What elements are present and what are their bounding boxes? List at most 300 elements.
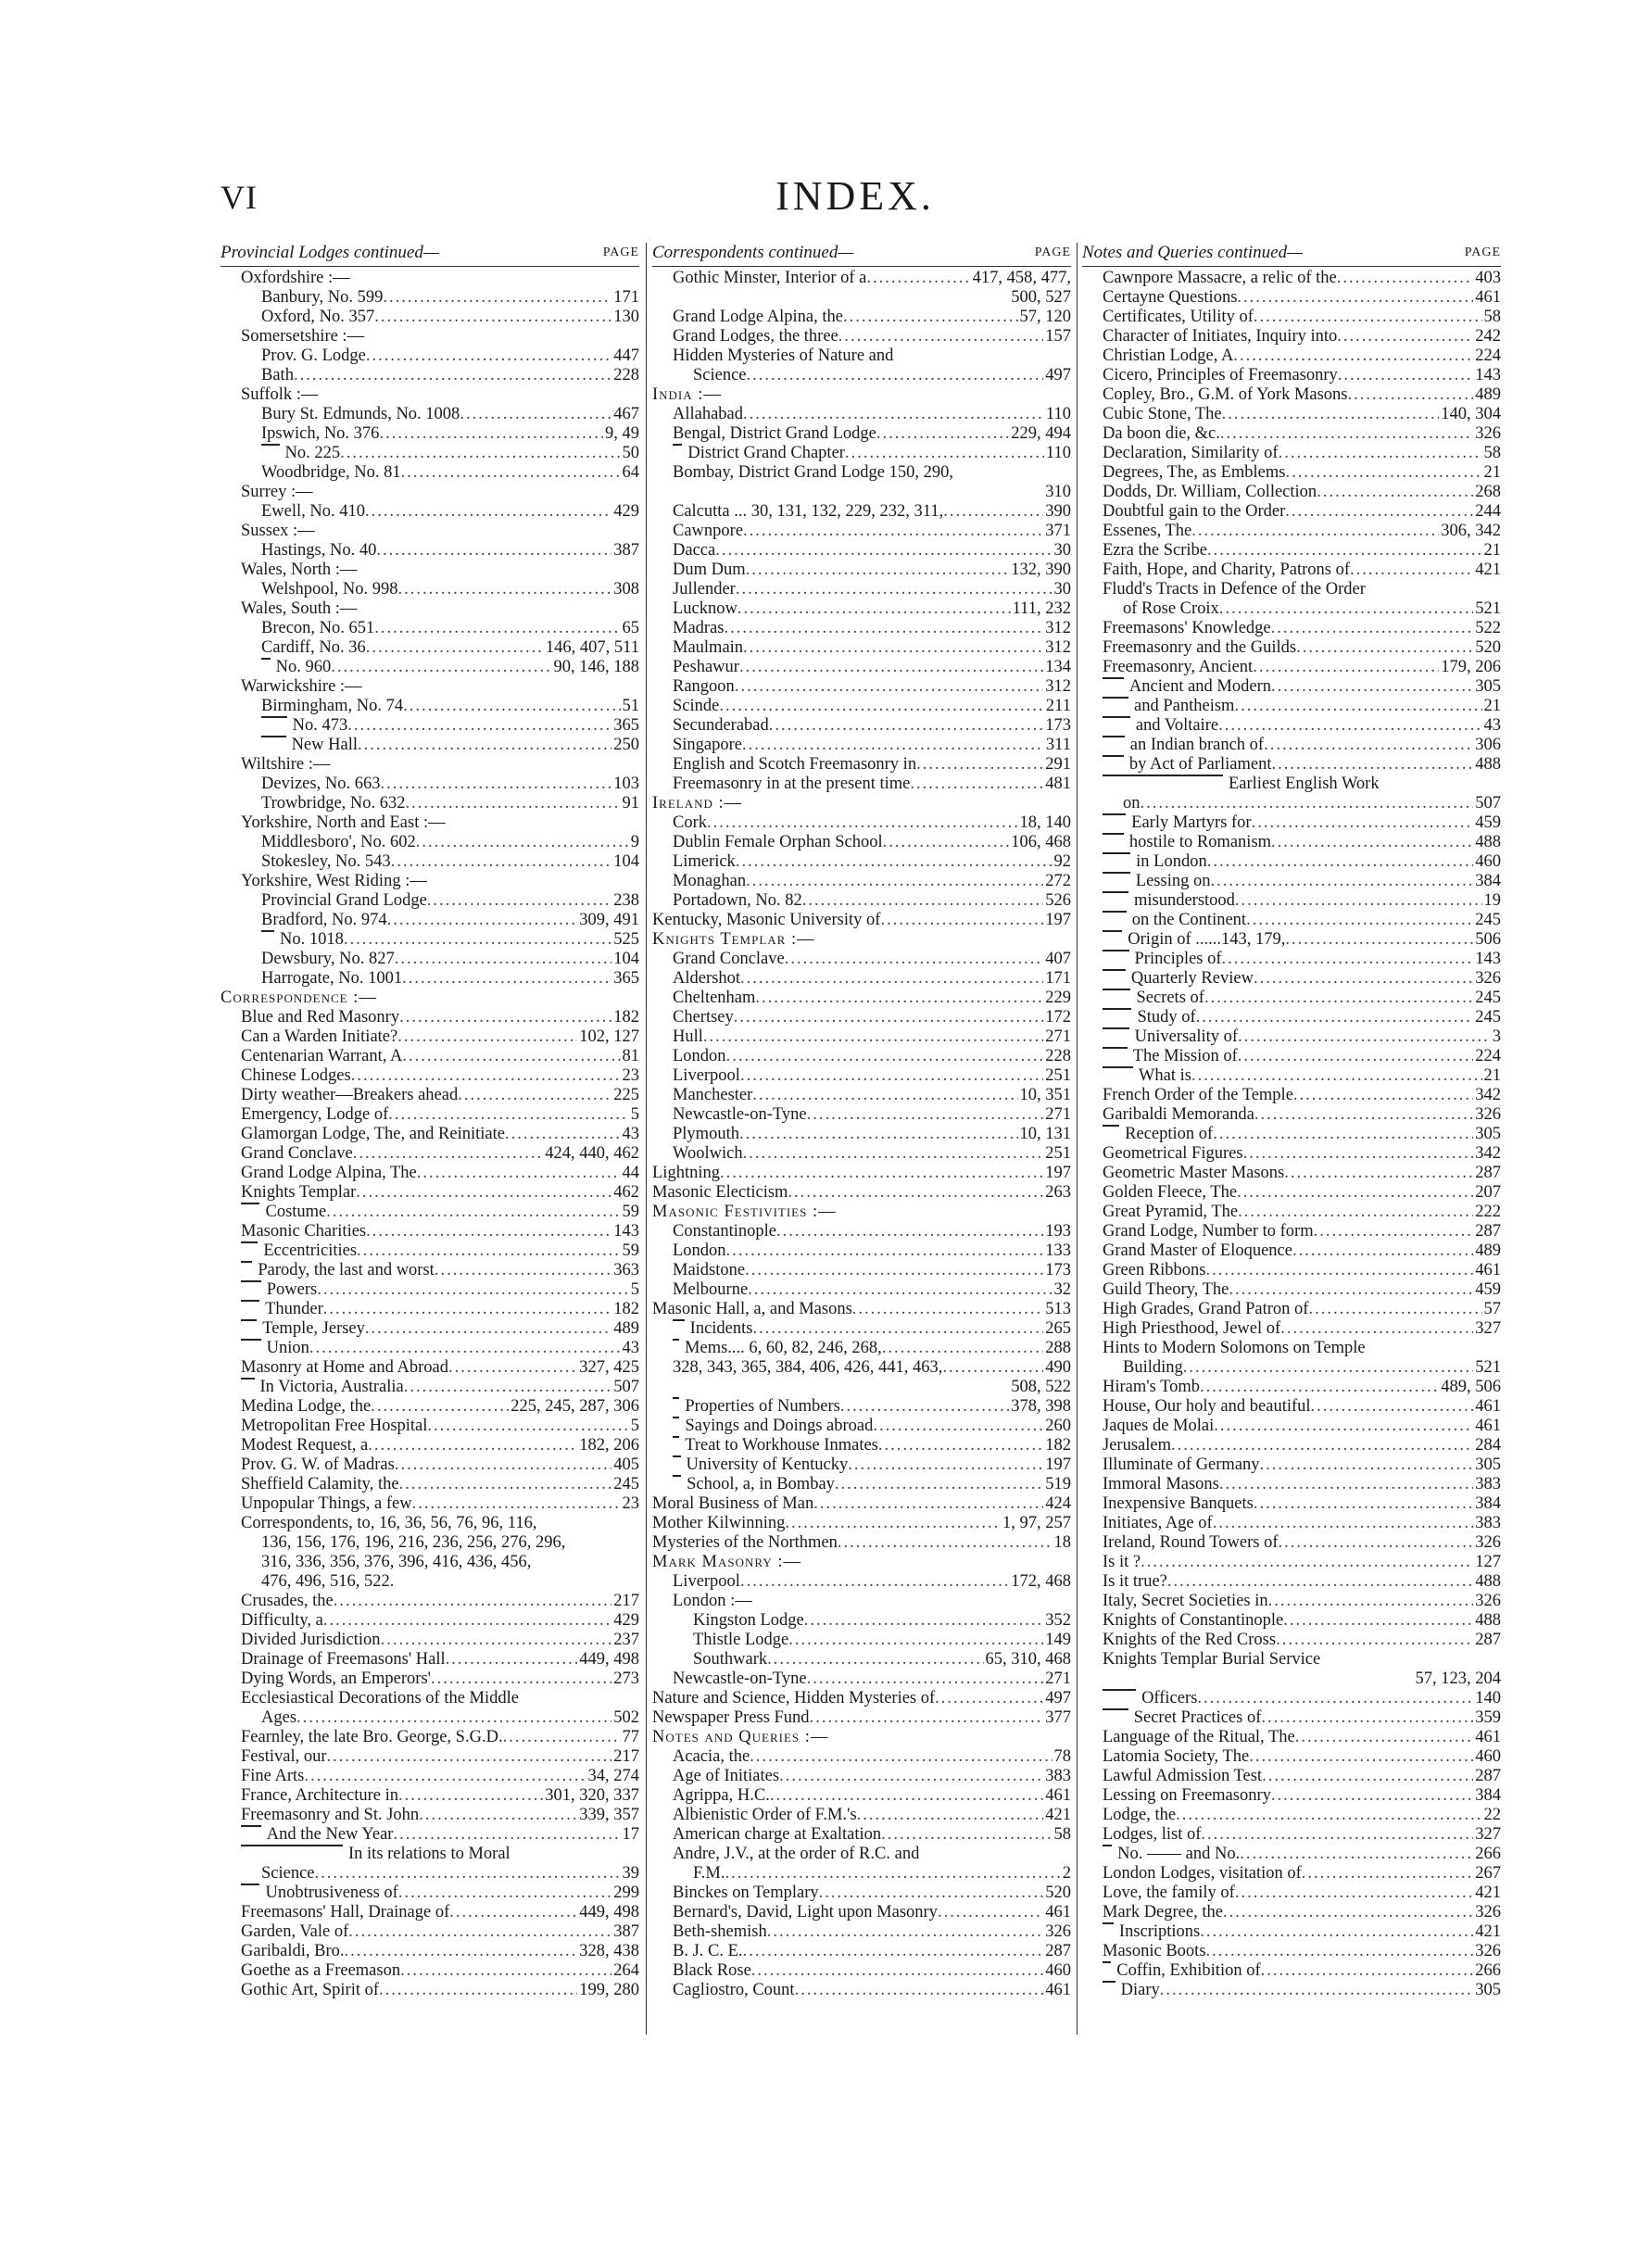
entry-pages: 21	[1483, 462, 1501, 482]
dot-leader	[449, 1903, 577, 1922]
index-entry	[652, 1203, 1071, 1222]
index-entry	[221, 813, 639, 833]
dot-leader	[1262, 1767, 1473, 1786]
index-entry	[652, 541, 1071, 561]
dot-leader	[1210, 872, 1473, 891]
entry-title: and Pantheism	[1134, 696, 1235, 715]
entry-title: Dirty weather—Breakers ahead	[241, 1085, 459, 1104]
entry-title: Garibaldi Memoranda	[1103, 1104, 1254, 1124]
dot-leader	[740, 1066, 1043, 1086]
entry-title: Ireland :—	[652, 793, 743, 813]
entry-title: Mems.... 6, 60, 82, 246, 268,	[685, 1338, 882, 1357]
dot-leader	[1238, 1203, 1473, 1222]
entry-title: Secrets of	[1136, 988, 1204, 1007]
index-entry	[221, 1241, 639, 1261]
index-entry	[652, 385, 1071, 405]
entry-title: Italy, Secret Societies in	[1103, 1591, 1268, 1610]
index-entry	[221, 1125, 639, 1144]
index-entry	[221, 1514, 639, 1533]
dot-leader	[1261, 1961, 1474, 1981]
index-entry	[652, 813, 1071, 833]
entry-pages: 365	[613, 715, 639, 735]
entry-title: American charge at Exaltation	[673, 1824, 882, 1844]
entry-pages: 103	[613, 774, 639, 793]
ditto-dash	[1103, 1708, 1128, 1710]
entry-title: Newcastle-on-Tyne	[673, 1669, 807, 1688]
page-number: VI	[221, 179, 258, 216]
dot-leader	[1285, 502, 1473, 522]
entry-title: Plymouth	[673, 1124, 739, 1143]
dot-leader	[296, 1708, 611, 1728]
index-entry	[652, 308, 1071, 327]
index-entry	[221, 969, 639, 989]
entry-title: Union	[266, 1338, 309, 1357]
entry-title: Can a Warden Initiate?	[241, 1027, 398, 1046]
entry-pages: 326	[1475, 1532, 1501, 1552]
entry-title: Birmingham, No. 74	[261, 696, 404, 715]
entry-title: Mark Degree, the	[1103, 1902, 1223, 1922]
entry-title: Welshpool, No. 998	[261, 579, 398, 598]
ditto-dash	[1103, 950, 1129, 951]
index-entry	[221, 561, 639, 580]
entry-title: Grand Master of Eloquence	[1103, 1241, 1292, 1260]
index-entry	[1082, 1125, 1501, 1144]
entry-pages: 287	[1045, 1941, 1071, 1960]
dot-leader	[1279, 1533, 1474, 1553]
entry-title: Yorkshire, North and East :—	[241, 813, 446, 832]
ditto-dash	[1103, 1981, 1116, 1983]
dot-leader	[347, 716, 611, 736]
entry-title: Hull	[673, 1027, 703, 1046]
index-entry	[221, 599, 639, 619]
entry-title: Green Ribbons	[1103, 1260, 1206, 1279]
entry-title: Parody, the last and worst	[258, 1260, 435, 1279]
dot-leader	[747, 366, 1044, 385]
entry-pages: 18	[1053, 1532, 1071, 1552]
entry-pages: 326	[1475, 968, 1501, 988]
index-entry	[1082, 638, 1501, 658]
index-entry	[652, 444, 1071, 463]
entry-pages: 460	[1475, 1746, 1501, 1766]
dot-leader	[1296, 638, 1473, 658]
ditto-dash	[241, 1203, 259, 1204]
entry-title: Unobtrusiveness of	[265, 1883, 398, 1902]
entry-pages: 339, 357	[579, 1805, 639, 1824]
entry-title: Limerick	[673, 851, 736, 871]
entry-title: Immoral Masons	[1103, 1474, 1219, 1493]
index-entry	[1082, 1436, 1501, 1455]
index-entry	[1082, 794, 1501, 813]
entry-title: Rangoon	[673, 676, 735, 696]
entry-title: Agrippa, H.C.	[673, 1785, 770, 1805]
index-entry	[652, 1786, 1071, 1806]
dot-leader	[416, 833, 629, 852]
dot-leader	[1207, 852, 1474, 872]
dot-leader	[1197, 1689, 1473, 1708]
ditto-dash	[1103, 1125, 1119, 1127]
dot-leader	[1254, 969, 1473, 989]
index-entry	[221, 697, 639, 716]
entry-pages: 5	[630, 1416, 639, 1435]
index-entry	[1082, 1864, 1501, 1884]
entry-title: University of Kentucky	[686, 1455, 849, 1474]
entry-pages: 461	[1475, 1416, 1501, 1435]
entry-pages: 58	[1483, 443, 1501, 462]
entry-title: Suffolk :—	[241, 384, 319, 404]
dot-leader	[388, 1105, 629, 1125]
index-entry	[652, 424, 1071, 444]
index-entry	[221, 1105, 639, 1125]
dot-leader	[1264, 736, 1473, 755]
index-entry	[1082, 1164, 1501, 1183]
entry-title: Chertsey	[673, 1007, 734, 1027]
dot-leader	[379, 1981, 577, 2000]
dot-leader	[883, 833, 1010, 852]
entry-title: Maulmain	[673, 637, 744, 657]
dot-leader	[1249, 1747, 1473, 1767]
index-entry	[652, 736, 1071, 755]
entry-pages: 271	[1045, 1027, 1071, 1046]
entry-title: Wiltshire :—	[241, 754, 331, 774]
entry-pages: 519	[1045, 1474, 1071, 1493]
entry-pages: 1, 97, 257	[1002, 1513, 1071, 1532]
entry-title: Is it true?	[1103, 1571, 1167, 1591]
entry-pages: 182	[1045, 1435, 1071, 1455]
index-entry	[221, 736, 639, 755]
dot-leader	[1206, 1942, 1474, 1961]
entry-title: Love, the family of	[1103, 1883, 1235, 1902]
ditto-dash	[1103, 872, 1130, 874]
index-entry	[1082, 1319, 1501, 1339]
dot-leader	[916, 755, 1043, 775]
entry-title: Cheltenham	[673, 988, 756, 1007]
entry-title: No. —— and No.	[1117, 1844, 1241, 1863]
entry-pages: 224	[1475, 1046, 1501, 1065]
entry-title: Essenes, The	[1103, 521, 1192, 540]
dot-leader	[1191, 1066, 1482, 1086]
entry-pages: 22	[1483, 1805, 1501, 1824]
entry-pages: 10, 351	[1019, 1085, 1071, 1104]
entry-title: Study of	[1137, 1007, 1196, 1027]
entry-title: High Grades, Grand Patron of	[1103, 1299, 1309, 1318]
dot-leader	[365, 502, 611, 522]
index-entry	[1082, 1903, 1501, 1922]
entry-title: The Mission of	[1132, 1046, 1238, 1065]
entry-title: Hints to Modern Solomons on Temple	[1103, 1338, 1366, 1357]
dot-leader	[358, 736, 611, 755]
dot-leader	[703, 1027, 1043, 1047]
dot-leader	[1317, 483, 1473, 502]
entry-pages: 171	[1045, 968, 1071, 988]
ditto-dash	[1103, 736, 1125, 737]
entry-pages: 449, 498	[579, 1902, 639, 1922]
index-entry	[1082, 1611, 1501, 1631]
entry-title: Eccentricities	[263, 1241, 358, 1260]
dot-leader	[1204, 989, 1473, 1008]
index-entry-continuation: 508, 522	[1011, 1377, 1071, 1396]
entry-pages: 272	[1045, 871, 1071, 890]
entry-title: Calcutta ... 30, 131, 132, 229, 232, 311,	[673, 501, 944, 521]
dot-leader	[505, 1125, 621, 1144]
entry-title: In Victoria, Australia	[259, 1377, 404, 1396]
entry-pages: 488	[1475, 832, 1501, 851]
ditto-dash	[241, 1378, 255, 1380]
dot-leader	[1253, 658, 1439, 677]
dot-leader	[1271, 755, 1473, 775]
entry-title: Grand Conclave	[673, 949, 785, 968]
index-entry	[221, 405, 639, 424]
index-entry	[652, 580, 1071, 599]
dot-leader	[1222, 950, 1474, 969]
dot-leader	[1293, 1086, 1473, 1105]
index-entry	[1082, 1047, 1501, 1066]
entry-title: Temple, Jersey	[262, 1318, 365, 1338]
index-entry	[1082, 1961, 1501, 1981]
entry-title: Early Martyrs for	[1131, 813, 1252, 832]
index-entry	[1082, 1592, 1501, 1611]
dot-leader	[315, 1864, 621, 1884]
index-entry	[221, 1417, 639, 1436]
entry-title: and Voltaire	[1135, 715, 1219, 735]
index-entry	[652, 1611, 1071, 1631]
index-entry	[652, 911, 1071, 930]
index-entry	[652, 1300, 1071, 1319]
dot-leader	[380, 775, 611, 794]
entry-pages: 306, 342	[1441, 521, 1501, 540]
entry-title: Copley, Bro., G.M. of York Masons	[1103, 384, 1348, 404]
entry-title: Jullender	[673, 579, 736, 598]
entry-pages: 271	[1045, 1104, 1071, 1124]
entry-title: Powers	[266, 1279, 318, 1299]
ditto-dash	[1103, 677, 1124, 679]
dot-leader	[383, 288, 611, 308]
index-entry	[221, 833, 639, 852]
entry-title: 316, 336, 356, 376, 396, 416, 436, 456,	[261, 1552, 532, 1571]
entry-title: Illuminate of Germany	[1103, 1455, 1260, 1474]
index-entry	[221, 891, 639, 911]
index-entry	[1082, 1533, 1501, 1553]
entry-pages: 429	[613, 1610, 639, 1630]
entry-pages: 228	[613, 365, 639, 384]
index-entry	[221, 424, 639, 444]
entry-pages: 312	[1045, 676, 1071, 696]
dot-leader	[381, 1631, 612, 1650]
entry-pages: 449, 498	[579, 1649, 639, 1669]
dot-leader	[707, 813, 1018, 833]
dot-leader	[739, 658, 1043, 677]
entry-title: Harrogate, No. 1001	[261, 968, 403, 988]
index-entry	[221, 1689, 639, 1708]
entry-title: Singapore	[673, 735, 743, 754]
index-entry	[221, 1027, 639, 1047]
index-entry	[1082, 911, 1501, 930]
entry-title: Secunderabad	[673, 715, 769, 735]
entry-pages: 182, 206	[579, 1435, 639, 1455]
entry-title: Liverpool	[673, 1571, 740, 1591]
dot-leader	[376, 541, 611, 561]
entry-pages: 305	[1475, 1455, 1501, 1474]
dot-leader	[399, 1008, 611, 1027]
dot-leader	[353, 1144, 544, 1164]
index-entry	[221, 1728, 639, 1747]
entry-pages: 143	[1475, 365, 1501, 384]
index-entry	[221, 1008, 639, 1027]
dot-leader	[726, 1047, 1044, 1066]
entry-title: Bath	[261, 365, 294, 384]
entry-title: London :—	[673, 1591, 752, 1610]
index-entry	[1082, 833, 1501, 852]
entry-title: No. 1018	[280, 929, 344, 949]
entry-title: Latomia Society, The	[1103, 1746, 1250, 1766]
index-entry	[221, 1611, 639, 1631]
entry-pages: 21	[1483, 540, 1501, 560]
entry-title: Age of Initiates	[673, 1766, 780, 1785]
entry-title: Masonic Hall, a, and Masons	[652, 1299, 852, 1318]
dot-leader	[1280, 1319, 1473, 1339]
index-entry	[221, 483, 639, 502]
index-entry	[1082, 950, 1501, 969]
index-entry	[652, 1631, 1071, 1650]
entry-pages: 171	[613, 287, 639, 307]
entry-pages: 242	[1475, 326, 1501, 346]
entry-title: Kingston Lodge	[693, 1610, 804, 1630]
index-entry	[652, 1553, 1071, 1572]
index-entry	[221, 269, 639, 288]
index-entry	[1082, 677, 1501, 697]
index-entry	[652, 930, 1071, 950]
entry-pages: 342	[1475, 1143, 1501, 1163]
entry-pages: 43	[1483, 715, 1501, 735]
dot-leader	[739, 1125, 1018, 1144]
entry-title: misunderstood	[1133, 890, 1235, 910]
dot-leader	[334, 1592, 612, 1611]
entry-pages: 287	[1475, 1163, 1501, 1182]
dot-leader	[402, 1047, 620, 1066]
entry-pages: 326	[1475, 1902, 1501, 1922]
entry-title: Science	[693, 365, 747, 384]
entry-pages: 462	[613, 1182, 639, 1202]
dot-leader	[398, 1884, 611, 1903]
ditto-dash	[241, 1319, 257, 1321]
dot-leader	[331, 658, 551, 677]
entry-pages: 146, 407, 511	[545, 637, 639, 657]
entry-list	[221, 269, 639, 2000]
index-entry	[652, 755, 1071, 775]
index-entry	[221, 1436, 639, 1455]
entry-title: Origin of ......143, 179,	[1128, 929, 1286, 949]
index-entry	[652, 1592, 1071, 1611]
entry-pages: 327	[1475, 1824, 1501, 1844]
entry-pages: 110	[1045, 404, 1071, 423]
entry-title: 328, 343, 365, 384, 406, 426, 441, 463,	[673, 1357, 943, 1377]
entry-pages: 417, 458, 477,	[972, 268, 1071, 287]
dot-leader	[779, 1767, 1043, 1786]
entry-title: by Act of Parliament	[1128, 754, 1272, 774]
entry-pages: 306	[1475, 735, 1501, 754]
entry-pages: 143	[613, 1221, 639, 1241]
index-entry	[221, 950, 639, 969]
dot-leader	[767, 1922, 1044, 1942]
dot-leader	[340, 444, 620, 463]
entry-pages: 342	[1475, 1085, 1501, 1104]
index-entry	[652, 775, 1071, 794]
entry-pages: 489	[613, 1318, 639, 1338]
dot-leader	[1254, 308, 1482, 327]
dot-leader	[807, 1105, 1044, 1125]
entry-title: Goethe as a Freemason	[241, 1960, 401, 1980]
ditto-dash	[1103, 969, 1126, 971]
index-entry	[221, 658, 639, 677]
index-entry	[1082, 269, 1501, 288]
entry-pages: 50	[622, 443, 639, 462]
index-entry	[652, 1086, 1071, 1105]
dot-leader	[843, 308, 1018, 327]
index-entry	[1082, 1203, 1501, 1222]
entry-title: Devizes, No. 663	[261, 774, 381, 793]
entry-title: Lightning	[652, 1163, 720, 1182]
index-entry	[221, 1572, 639, 1592]
entry-pages: 132, 390	[1011, 560, 1071, 579]
index-entry	[221, 1455, 639, 1475]
index-entry	[1082, 541, 1501, 561]
dot-leader	[1295, 1728, 1474, 1747]
dot-leader	[810, 1708, 1044, 1728]
index-entry	[1082, 852, 1501, 872]
entry-pages: 3	[1492, 1027, 1501, 1046]
index-entry	[221, 1066, 639, 1086]
page-title: INDEX.	[775, 173, 935, 219]
index-entry	[652, 1241, 1071, 1261]
entry-title: Golden Fleece, The	[1103, 1182, 1238, 1202]
entry-title: Cardiff, No. 36	[261, 637, 366, 657]
dot-leader	[1141, 1553, 1473, 1572]
entry-title: Garden, Vale of	[241, 1922, 349, 1941]
entry-pages: 271	[1045, 1669, 1071, 1688]
entry-title: Dublin Female Orphan School	[673, 832, 883, 851]
entry-pages: 525	[613, 929, 639, 949]
entry-title: Stokesley, No. 543	[261, 851, 391, 871]
index-entry	[1082, 1572, 1501, 1592]
entry-title: Sayings and Doings abroad	[685, 1416, 874, 1435]
entry-title: Metropolitan Free Hospital	[241, 1416, 428, 1435]
entry-pages: 18, 140	[1019, 813, 1071, 832]
entry-title: Prov. G. Lodge	[261, 346, 366, 365]
dot-leader	[881, 1825, 1052, 1845]
entry-title: Ancient and Modern	[1128, 676, 1272, 696]
index-entry	[221, 775, 639, 794]
dot-leader	[743, 405, 1044, 424]
ditto-dash	[1103, 813, 1126, 815]
entry-title: Cagliostro, Count	[673, 1980, 795, 1999]
dot-leader	[735, 677, 1043, 697]
index-entry	[221, 1300, 639, 1319]
entry-title: Mysteries of the Northmen	[652, 1532, 838, 1552]
entry-pages: 104	[613, 949, 639, 968]
index-entry	[652, 1806, 1071, 1825]
index-entry	[221, 463, 639, 483]
ditto-dash	[241, 1280, 261, 1282]
index-entry	[652, 1825, 1071, 1845]
index-entry	[1082, 755, 1501, 775]
entry-pages: 461	[1475, 287, 1501, 307]
dot-leader	[398, 580, 612, 599]
entry-pages: 424	[1045, 1493, 1071, 1513]
dot-leader	[876, 424, 1009, 444]
entry-pages: 407	[1045, 949, 1071, 968]
dot-leader	[943, 502, 1043, 522]
dot-leader	[785, 1514, 1001, 1533]
column-heading	[1082, 243, 1501, 267]
